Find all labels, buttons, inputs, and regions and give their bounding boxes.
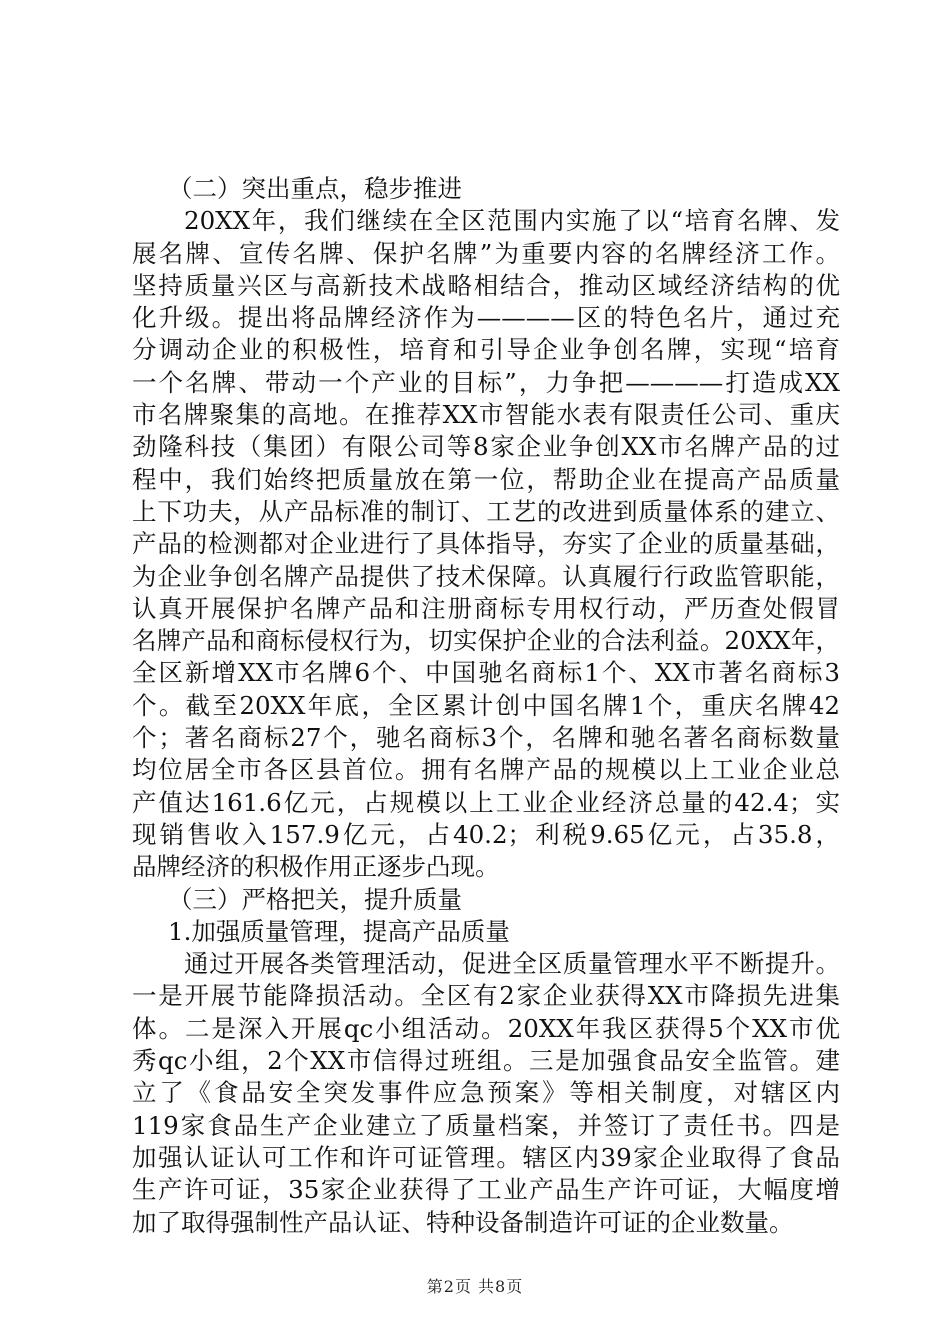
paragraph-line: 产值达161.6亿元，占规模以上工业企业经济总量的42.4；实: [132, 787, 840, 817]
paragraph-line: 加了取得强制性产品认证、特种设备制造许可证的企业数量。: [132, 1207, 794, 1237]
paragraph-line: 现销售收入157.9亿元，占40.2；利税9.65亿元，占35.8，: [132, 819, 840, 849]
paragraph-line: 市名牌聚集的高地。在推荐XX市智能水表有限责任公司、重庆: [132, 400, 840, 430]
paragraph-line: 产品的检测都对企业进行了具体指导，夯实了企业的质量基础，: [132, 529, 840, 559]
section-heading: （三）严格把关，提升质量: [168, 884, 462, 914]
paragraph-line: 生产许可证，35家企业获得了工业产品生产许可证，大幅度增: [132, 1175, 840, 1205]
paragraph-line: 劲隆科技（集团）有限公司等8家企业争创XX市名牌产品的过: [132, 432, 840, 462]
paragraph-line: 化升级。提出将品牌经济作为————区的特色名片，通过充: [132, 303, 840, 333]
paragraph-line: 体。二是深入开展qc小组活动。20XX年我区获得5个XX市优: [132, 1013, 840, 1043]
paragraph-line: 秀qc小组，2个XX市信得过班组。三是加强食品安全监管。建: [132, 1046, 840, 1076]
paragraph-line: 上下功夫，从产品标准的制订、工艺的改进到质量体系的建立、: [132, 496, 840, 526]
paragraph-line: 坚持质量兴区与高新技术战略相结合，推动区域经济结构的优: [132, 270, 840, 300]
paragraph-line: 名牌产品和商标侵权行为，切实保护企业的合法利益。20XX年，: [132, 626, 840, 656]
paragraph-line: 个；著名商标27个，驰名商标3个，名牌和驰名著名商标数量: [132, 723, 840, 753]
section-heading: （二）突出重点，稳步推进: [168, 174, 462, 203]
paragraph-line: 认真开展保护名牌产品和注册商标专用权行动，严历查处假冒: [132, 593, 840, 623]
paragraph-line: 一是开展节能降损活动。全区有2家企业获得XX市降损先进集: [132, 981, 840, 1011]
paragraph-line: 119家食品生产企业建立了质量档案，并签订了责任书。四是: [132, 1110, 840, 1140]
section-heading: 1.加强质量管理，提高产品质量: [168, 916, 510, 946]
paragraph-line: 为企业争创名牌产品提供了技术保障。认真履行行政监管职能，: [132, 561, 840, 591]
paragraph-line: 立了《食品安全突发事件应急预案》等相关制度，对辖区内: [132, 1078, 840, 1108]
paragraph-line: 品牌经济的积极作用正逐步凸现。: [132, 852, 500, 882]
paragraph-line: 展名牌、宣传名牌、保护名牌”为重要内容的名牌经济工作。: [132, 238, 840, 268]
paragraph-line: 个。截至20XX年底，全区累计创中国名牌1个，重庆名牌42: [132, 690, 840, 720]
paragraph-line: 均位居全市各区县首位。拥有名牌产品的规模以上工业企业总: [132, 755, 840, 785]
paragraph-line: 20XX年，我们继续在全区范围内实施了以“培育名牌、发: [184, 206, 840, 236]
paragraph-line: 全区新增XX市名牌6个、中国驰名商标1个、XX市著名商标3: [132, 658, 840, 688]
paragraph-line: 通过开展各类管理活动，促进全区质量管理水平不断提升。: [184, 949, 840, 979]
paragraph-line: 加强认证认可工作和许可证管理。辖区内39家企业取得了食品: [132, 1142, 840, 1172]
paragraph-line: 程中，我们始终把质量放在第一位，帮助企业在提高产品质量: [132, 464, 840, 494]
page-number-footer: 第2页 共8页: [426, 1277, 524, 1296]
paragraph-line: 分调动企业的积极性，培育和引导企业争创名牌，实现“培育: [132, 335, 840, 365]
document-body: [132, 173, 840, 1239]
paragraph-line: 一个名牌、带动一个产业的目标”，力争把————打造成XX: [132, 367, 840, 397]
